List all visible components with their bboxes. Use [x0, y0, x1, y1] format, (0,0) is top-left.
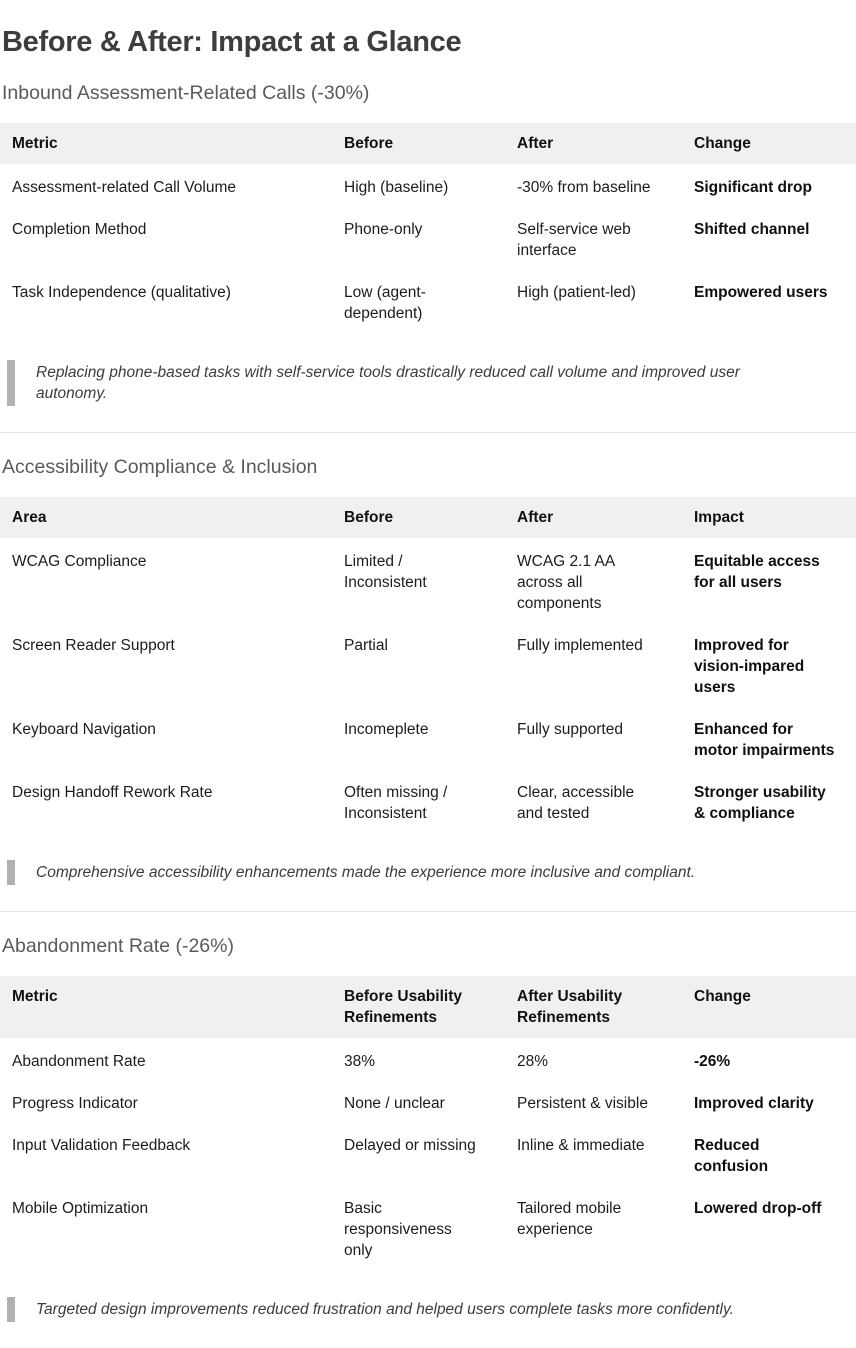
- table-header: [0, 123, 856, 164]
- column-header: Before: [332, 123, 505, 164]
- table-cell: Empowered users: [694, 284, 828, 301]
- section-heading: Accessibility Compliance & Inclusion: [2, 456, 318, 478]
- table-row: [0, 164, 856, 206]
- table-cell: WCAG Compliance: [12, 553, 147, 570]
- report-section: [0, 935, 856, 1322]
- table-cell: Improved for vision-impared users: [694, 637, 805, 696]
- table-body: [0, 538, 856, 832]
- column-header: Change: [682, 976, 856, 1038]
- section-divider: [0, 911, 856, 912]
- table-cell: Lowered drop-off: [694, 1200, 822, 1217]
- table-row: [0, 1122, 856, 1185]
- column-header: Before Usability Refinements: [332, 976, 505, 1038]
- table-header-row: [0, 976, 856, 1038]
- table-cell: Keyboard Navigation: [12, 721, 156, 738]
- comparison-table: [0, 976, 856, 1269]
- column-header: Metric: [0, 123, 332, 164]
- report-section: [0, 82, 856, 406]
- column-header: After Usability Refinements: [505, 976, 682, 1038]
- table-cell: Mobile Optimization: [12, 1200, 149, 1217]
- table-cell: Clear, accessible and tested: [517, 784, 635, 822]
- column-header: Change: [682, 123, 856, 164]
- table-row: [0, 1185, 856, 1269]
- table-cell: Abandonment Rate: [12, 1053, 146, 1070]
- summary-quote: [7, 860, 856, 885]
- table-cell: Incomeplete: [344, 721, 429, 738]
- table-row: [0, 622, 856, 706]
- table-cell: Significant drop: [694, 179, 812, 196]
- table-cell: Often missing / Inconsistent: [344, 784, 448, 822]
- summary-quote: [7, 360, 856, 406]
- table-cell: Limited / Inconsistent: [344, 553, 427, 591]
- table-cell: Fully implemented: [517, 637, 643, 654]
- table-cell: Progress Indicator: [12, 1095, 138, 1112]
- table-cell: Basic responsiveness only: [344, 1200, 452, 1259]
- table-row: [0, 1080, 856, 1122]
- table-cell: High (patient-led): [517, 284, 636, 301]
- table-row: [0, 1038, 856, 1080]
- table-cell: -26%: [694, 1053, 731, 1070]
- table-cell: Self-service web interface: [517, 221, 631, 259]
- table-header-row: [0, 123, 856, 164]
- table-cell: Stronger usability & compliance: [694, 784, 826, 822]
- table-cell: Task Independence (qualitative): [12, 284, 231, 301]
- table-row: [0, 706, 856, 769]
- table-cell: Tailored mobile experience: [517, 1200, 622, 1238]
- table-cell: Equitable access for all users: [694, 553, 820, 591]
- column-header: Area: [0, 497, 332, 538]
- table-header: [0, 976, 856, 1038]
- table-cell: 28%: [517, 1053, 549, 1070]
- report-section: [0, 456, 856, 885]
- quote-text: Comprehensive accessibility enhancements made the experience more inclusive and compliant.: [36, 864, 696, 881]
- table-cell: Shifted channel: [694, 221, 810, 238]
- summary-quote: [7, 1297, 856, 1322]
- table-cell: Partial: [344, 637, 388, 654]
- column-header: Before: [332, 497, 505, 538]
- comparison-table: [0, 123, 856, 332]
- table-cell: None / unclear: [344, 1095, 445, 1112]
- section-heading: Abandonment Rate (-26%): [2, 935, 234, 957]
- table-cell: Design Handoff Rework Rate: [12, 784, 213, 801]
- table-cell: Screen Reader Support: [12, 637, 175, 654]
- quote-text: Targeted design improvements reduced frustration and helped users complete tasks more confidently.: [36, 1301, 734, 1318]
- table-row: [0, 538, 856, 622]
- table-cell: Delayed or missing: [344, 1137, 476, 1154]
- column-header: After: [505, 497, 682, 538]
- column-header: Impact: [682, 497, 856, 538]
- quote-text: Replacing phone-based tasks with self-service tools drastically reduced call volume and improved user autonomy.: [36, 364, 740, 402]
- table-cell: Improved clarity: [694, 1095, 814, 1112]
- table-row: [0, 206, 856, 269]
- table-body: [0, 1038, 856, 1269]
- table-cell: 38%: [344, 1053, 376, 1070]
- table-cell: WCAG 2.1 AA across all components: [517, 553, 615, 612]
- table-cell: -30% from baseline: [517, 179, 651, 196]
- section-heading: Inbound Assessment-Related Calls (-30%): [2, 82, 370, 104]
- table-body: [0, 164, 856, 332]
- table-cell: Persistent & visible: [517, 1095, 648, 1112]
- column-header: After: [505, 123, 682, 164]
- table-cell: Inline & immediate: [517, 1137, 645, 1154]
- table-row: [0, 769, 856, 832]
- table-cell: Input Validation Feedback: [12, 1137, 191, 1154]
- table-cell: Phone-only: [344, 221, 423, 238]
- sections-container: [0, 82, 856, 1322]
- table-cell: Assessment-related Call Volume: [12, 179, 236, 196]
- table-cell: Completion Method: [12, 221, 147, 238]
- section-divider: [0, 432, 856, 433]
- table-header-row: [0, 497, 856, 538]
- table-cell: Reduced confusion: [694, 1137, 769, 1175]
- table-cell: High (baseline): [344, 179, 449, 196]
- page-title: Before & After: Impact at a Glance: [2, 26, 462, 58]
- table-header: [0, 497, 856, 538]
- column-header: Metric: [0, 976, 332, 1038]
- table-cell: Low (agent-dependent): [344, 284, 426, 322]
- table-row: [0, 269, 856, 332]
- table-cell: Fully supported: [517, 721, 623, 738]
- table-cell: Enhanced for motor impairments: [694, 721, 835, 759]
- comparison-table: [0, 497, 856, 832]
